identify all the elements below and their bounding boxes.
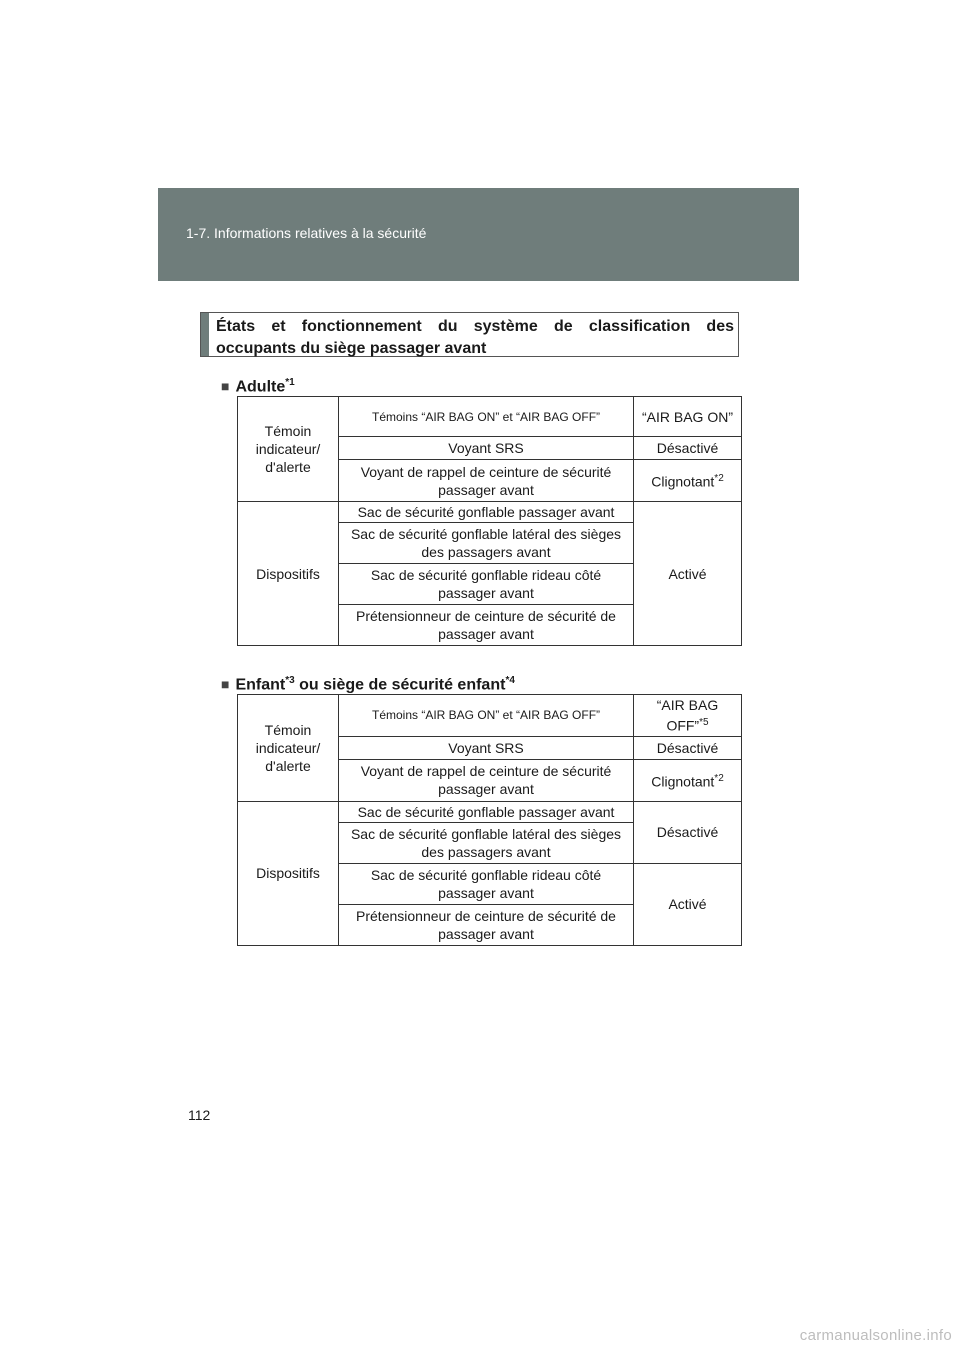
footnote-ref: *3: [285, 675, 295, 686]
square-bullet-icon: ■: [221, 676, 230, 693]
adult-table: [237, 396, 742, 646]
state-cell: [634, 460, 742, 502]
state-cell: “AIR BAG ON”: [634, 397, 742, 437]
group-cell-devices: Dispositifs: [238, 502, 339, 646]
watermark: carmanualsonline.info: [799, 1327, 952, 1344]
item-cell: Sac de sécurité gonflable latéral des sièges des passagers avant: [339, 822, 634, 863]
state-cell: Activé: [634, 502, 742, 646]
footnote-ref: *5: [699, 717, 709, 728]
child-heading: [221, 671, 515, 695]
group-cell-indicator: Témoin indicateur/ d'alerte: [238, 695, 339, 802]
state-text: “AIR BAG OFF”: [656, 697, 719, 734]
section-title: États et fonctionnement du système de classification des occupants du siège passager avant: [216, 318, 734, 357]
item-cell: Prétensionneur de ceinture de sécurité de passager avant: [339, 904, 634, 945]
adult-heading-text: Adulte: [235, 378, 286, 396]
item-cell: Sac de sécurité gonflable passager avant: [339, 502, 634, 523]
chapter-section-label: 1-7. Informations relatives à la sécurité: [186, 225, 427, 241]
state-cell: Désactivé: [634, 437, 742, 460]
table-row: [238, 801, 742, 822]
item-cell: Sac de sécurité gonflable rideau côté passager avant: [339, 863, 634, 904]
state-cell: Désactivé: [634, 801, 742, 863]
item-cell: Voyant de rappel de ceinture de sécurité passager avant: [339, 460, 634, 502]
group-cell-indicator: Témoin indicateur/ d'alerte: [238, 397, 339, 502]
item-cell: Prétensionneur de ceinture de sécurité de passager avant: [339, 605, 634, 646]
table-row: [238, 502, 742, 523]
state-cell: Désactivé: [634, 736, 742, 759]
state-text: Clignotant: [651, 473, 715, 490]
item-cell: Sac de sécurité gonflable passager avant: [339, 801, 634, 822]
footnote-ref: *4: [505, 675, 515, 686]
item-cell: Sac de sécurité gonflable rideau côté passager avant: [339, 564, 634, 605]
page-number: 112: [188, 1107, 211, 1123]
footnote-ref: *2: [714, 473, 724, 485]
child-heading-text-a: Enfant: [235, 676, 286, 694]
item-cell: Voyant SRS: [339, 736, 634, 759]
table-row: [238, 397, 742, 437]
footnote-ref: *2: [714, 772, 724, 784]
chapter-header-band: [158, 188, 799, 281]
state-cell: [634, 695, 742, 737]
item-cell: Témoins “AIR BAG ON” et “AIR BAG OFF”: [339, 695, 634, 737]
item-cell: Témoins “AIR BAG ON” et “AIR BAG OFF”: [339, 397, 634, 437]
item-cell: Voyant SRS: [339, 437, 634, 460]
child-heading-text-b: ou siège de sécurité enfant: [294, 676, 506, 694]
state-text: Clignotant: [651, 773, 715, 790]
adult-heading: [221, 373, 295, 397]
footnote-ref: *1: [285, 377, 295, 388]
group-cell-devices: Dispositifs: [238, 801, 339, 945]
item-cell: Voyant de rappel de ceinture de sécurité passager avant: [339, 759, 634, 801]
table-row: [238, 695, 742, 737]
item-cell: Sac de sécurité gonflable latéral des sièges des passagers avant: [339, 523, 634, 564]
state-cell: Activé: [634, 863, 742, 945]
square-bullet-icon: ■: [221, 378, 230, 395]
section-accent-bar: [201, 313, 209, 356]
child-table: [237, 694, 742, 946]
state-cell: [634, 759, 742, 801]
section-title-box: [200, 312, 739, 357]
